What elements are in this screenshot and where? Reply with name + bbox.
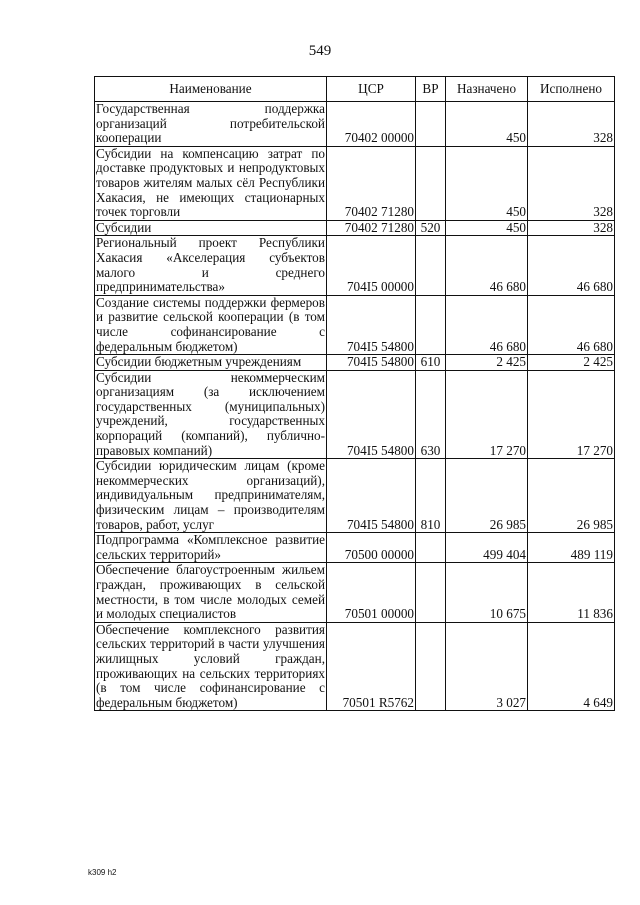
header-assigned: Назначено <box>446 77 528 102</box>
row-vr <box>416 622 446 711</box>
table-row <box>95 146 615 220</box>
table-row <box>95 563 615 622</box>
row-vr: 610 <box>416 355 446 371</box>
row-csr: 70500 00000 <box>327 533 416 563</box>
table-row <box>95 236 615 295</box>
row-name: Субсидии на компенсацию затрат по доставке продуктовых и непродуктовых товаров жителям малых сёл Республики Хакасия, не имеющих стационарных точек торговли <box>96 145 325 220</box>
row-executed: 46 680 <box>528 295 615 354</box>
row-executed: 11 836 <box>528 563 615 622</box>
row-name: Региональный проект Республики Хакасия «Акселерация субъектов малого и среднего предпринимательства» <box>96 235 325 295</box>
row-csr: 70402 71280 <box>327 220 416 236</box>
row-executed: 4 649 <box>528 622 615 711</box>
row-vr <box>416 102 446 147</box>
row-executed: 17 270 <box>528 370 615 459</box>
header-executed: Исполнено <box>528 77 615 102</box>
row-csr: 70501 00000 <box>327 563 416 622</box>
row-executed: 328 <box>528 220 615 236</box>
table-header <box>95 77 615 102</box>
row-csr: 704I5 54800 <box>327 355 416 371</box>
table-row <box>95 295 615 354</box>
row-assigned: 46 680 <box>446 236 528 295</box>
row-vr <box>416 236 446 295</box>
row-vr: 520 <box>416 220 446 236</box>
budget-table <box>94 76 615 711</box>
row-assigned: 450 <box>446 102 528 147</box>
row-vr: 810 <box>416 459 446 533</box>
table-row <box>95 459 615 533</box>
row-assigned: 3 027 <box>446 622 528 711</box>
row-executed: 2 425 <box>528 355 615 371</box>
row-executed: 328 <box>528 146 615 220</box>
row-vr: 630 <box>416 370 446 459</box>
row-name: Обеспечение комплексного развития сельских территорий в части улучшения жилищных условий граждан, проживающих на сельских территориях (в том числе софинансирование с федеральным бюджетом) <box>96 621 325 710</box>
row-name: Создание системы поддержки фермеров и развитие сельской кооперации (в том числе софинансирование с федеральным бюджетом) <box>96 294 325 354</box>
row-executed: 46 680 <box>528 236 615 295</box>
row-assigned: 450 <box>446 146 528 220</box>
row-csr: 704I5 54800 <box>327 295 416 354</box>
row-vr <box>416 563 446 622</box>
row-name: Субсидии бюджетным учреждениям <box>95 355 327 371</box>
table-row <box>95 370 615 459</box>
table-row <box>95 355 615 371</box>
row-assigned: 499 404 <box>446 533 528 563</box>
row-vr <box>416 146 446 220</box>
row-name: Государственная поддержка организаций потребительской кооперации <box>96 101 325 146</box>
row-assigned: 26 985 <box>446 459 528 533</box>
header-name: Наименование <box>95 77 327 102</box>
row-csr: 704I5 00000 <box>327 236 416 295</box>
row-name: Субсидии юридическим лицам (кроме некоммерческих организаций), индивидуальным предпринимателям, физическим лицам – производителям товаров, работ, услуг <box>96 458 325 532</box>
row-assigned: 46 680 <box>446 295 528 354</box>
header-row <box>95 77 615 102</box>
row-assigned: 10 675 <box>446 563 528 622</box>
row-name: Субсидии <box>95 220 327 236</box>
row-csr: 70402 00000 <box>327 102 416 147</box>
row-csr: 704I5 54800 <box>327 370 416 459</box>
row-assigned: 2 425 <box>446 355 528 371</box>
table-row <box>95 102 615 147</box>
table-row <box>95 220 615 236</box>
row-vr <box>416 533 446 563</box>
row-assigned: 450 <box>446 220 528 236</box>
row-name: Обеспечение благоустроенным жильем граждан, проживающих в сельской местности, в том числе молодых семей и молодых специалистов <box>96 562 325 622</box>
header-vr: ВР <box>416 77 446 102</box>
row-executed: 26 985 <box>528 459 615 533</box>
table-row <box>95 533 615 563</box>
row-assigned: 17 270 <box>446 370 528 459</box>
row-executed: 328 <box>528 102 615 147</box>
table-row <box>95 622 615 711</box>
row-name: Подпрограмма «Комплексное развитие сельских территорий» <box>96 532 325 562</box>
row-vr <box>416 295 446 354</box>
row-executed: 489 119 <box>528 533 615 563</box>
row-name: Субсидии некоммерческим организациям (за исключением государственных (муниципальных) учреждений, государственных корпораций (компаний), публично-правовых компаний) <box>96 369 325 458</box>
page-number: 549 <box>308 43 332 59</box>
table-body <box>95 102 615 711</box>
header-csr: ЦСР <box>327 77 416 102</box>
row-csr: 70402 71280 <box>327 146 416 220</box>
row-csr: 704I5 54800 <box>327 459 416 533</box>
footer-code: k309 h2 <box>88 868 117 877</box>
row-csr: 70501 R5762 <box>327 622 416 711</box>
